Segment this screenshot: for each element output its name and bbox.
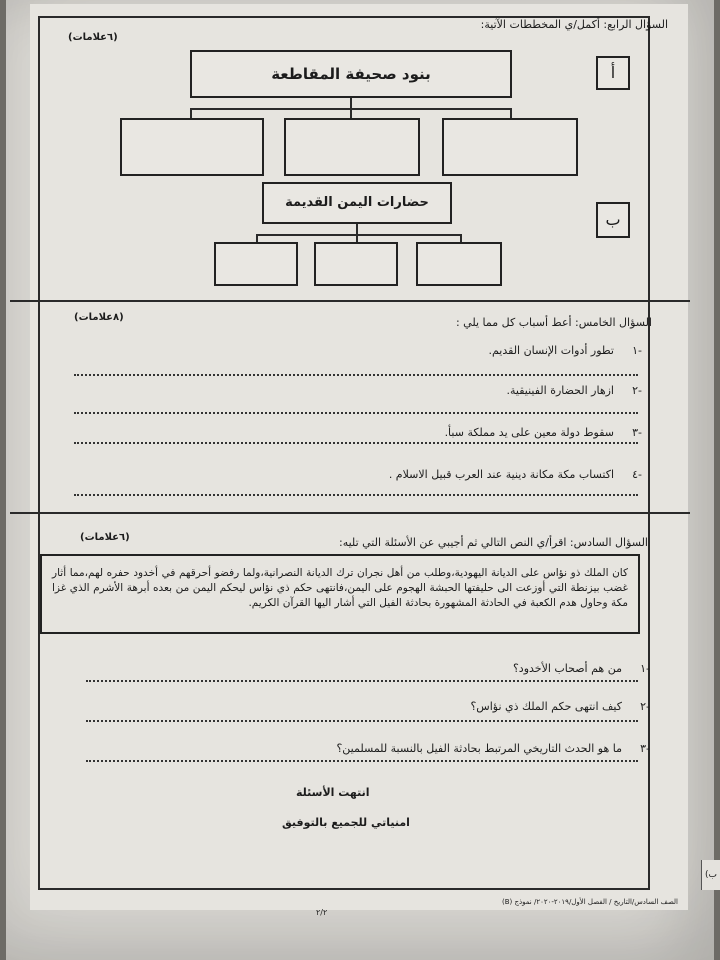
q5-item-number: -٤: [632, 468, 642, 481]
connector: [460, 234, 462, 242]
side-tab: [701, 860, 720, 890]
q6-question-text: كيف انتهى حكم الملك ذي نؤاس؟: [470, 700, 622, 713]
answer-line[interactable]: [74, 442, 638, 444]
q6-question-number: -٢: [640, 700, 650, 713]
connector: [356, 224, 358, 234]
q4-marks: (٦علامات): [68, 32, 118, 43]
part-a-blank-box-1[interactable]: [120, 118, 264, 176]
part-b-blank-box-1[interactable]: [214, 242, 298, 286]
q6-question-text: من هم أصحاب الأخدود؟: [512, 662, 622, 675]
page-number: ٢/٢: [316, 908, 328, 917]
q5-item-text: تطور أدوات الإنسان القديم.: [488, 344, 614, 357]
part-b-label: ب: [596, 202, 630, 238]
part-b-blank-box-2[interactable]: [314, 242, 398, 286]
q5-item-number: -١: [632, 344, 642, 357]
part-a-blank-box-2[interactable]: [284, 118, 420, 176]
reading-passage: كان الملك ذو نؤاس على الديانة اليهودية،وطلب من أهل نجران ترك الديانة النصرانية،ولما رفضو أحرقهم في أخدود حفره لهم،مما أثار غضب بيزنطة التي أوزعت الى حليفتها الحبشة الهجوم على اليمن،فانتهى حكم ذي نؤاس ليحكم اليمن من بعده أبرهة الأشرم الذي غزا مكة وحاول هدم الكعبة في الحادثة المشهورة بحادثة الفيل التي أشار اليها القرآن الكريم.: [40, 554, 640, 634]
section-divider: [10, 512, 690, 514]
answer-line[interactable]: [86, 760, 638, 762]
closing-wish: امنياتي للجميع بالتوفيق: [282, 816, 410, 829]
connector: [356, 234, 358, 242]
q6-question-number: -٣: [640, 742, 650, 755]
q5-title: السؤال الخامس: أعط أسباب كل مما يلي :: [455, 316, 652, 329]
part-b-root-box: حضارات اليمن القديمة: [262, 182, 452, 224]
answer-line[interactable]: [86, 720, 638, 722]
q6-marks: (٦علامات): [80, 532, 130, 543]
q6-question-text: ما هو الحدث التاريخي المرتبط بحادثة الفيل بالنسبة للمسلمين؟: [336, 742, 622, 755]
closing-end: انتهت الأسئلة: [296, 786, 370, 799]
q4-title: السؤال الرابع: أكمل/ي المخططات الآتية:: [480, 18, 668, 31]
q5-item-number: -٣: [632, 426, 642, 439]
section-divider: [10, 300, 690, 302]
q5-item-number: -٢: [632, 384, 642, 397]
q5-item-text: سقوط دولة معين على يد مملكة سبأ.: [444, 426, 614, 439]
part-a-label: أ: [596, 56, 630, 90]
exam-sheet: [30, 4, 688, 917]
q6-title: السؤال السادس: اقرأ/ي النص التالي ثم أجيبي عن الأسئلة التي تليه:: [339, 536, 648, 549]
part-b-blank-box-3[interactable]: [416, 242, 502, 286]
q5-item-text: اكتساب مكة مكانة دينية عند العرب قبيل الاسلام .: [388, 468, 614, 481]
footer-info: الصف السادس/التاريخ / الفصل الأول/٢٠١٩-٢٠٢٠/ نموذج (B): [501, 898, 678, 906]
answer-line[interactable]: [86, 680, 638, 682]
part-a-blank-box-3[interactable]: [442, 118, 578, 176]
connector: [256, 234, 462, 236]
connector: [350, 98, 352, 108]
q5-marks: (٨علامات): [74, 312, 124, 323]
connector: [256, 234, 258, 242]
answer-line[interactable]: [74, 374, 638, 376]
answer-line[interactable]: [74, 412, 638, 414]
q5-item-text: ازهار الحضارة الفينيقية.: [506, 384, 614, 397]
answer-line[interactable]: [74, 494, 638, 496]
side-tab-label: (ب: [705, 870, 717, 880]
part-a-root-box: بنود صحيفة المقاطعة: [190, 50, 512, 98]
q6-question-number: -١: [640, 662, 650, 675]
